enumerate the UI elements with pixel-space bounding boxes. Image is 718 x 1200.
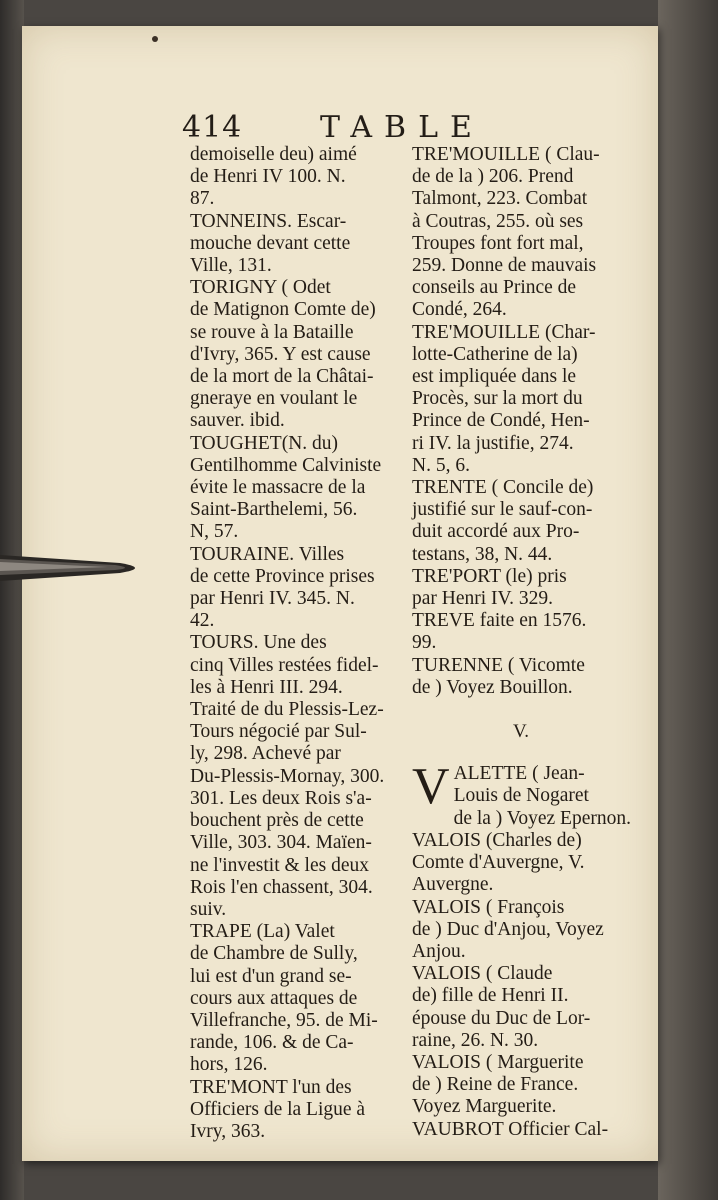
index-line: ne l'investit & les deux: [190, 854, 369, 876]
index-line: TOURS. Une des: [190, 632, 327, 654]
index-line: d'Ivry, 365. Y est cause: [190, 343, 371, 365]
index-line: Talmont, 223. Combat: [412, 188, 588, 210]
index-line: TRE'MOUILLE ( Clau-: [412, 144, 600, 165]
index-line: ri IV. la justifie, 274.: [412, 432, 574, 454]
index-line: raine, 26. N. 30.: [412, 1029, 539, 1051]
index-line: TRE'MOUILLE (Char-: [412, 321, 596, 343]
index-line: cinq Villes restées fidel-: [190, 654, 379, 676]
index-line: conseils au Prince de: [412, 277, 577, 299]
index-line: bouchent près de cette: [190, 810, 364, 832]
index-line: TOUGHET(N. du): [190, 432, 339, 454]
index-line: de ) Voyez Bouillon.: [412, 676, 573, 698]
index-line: TREVE faite en 1576.: [412, 610, 587, 632]
index-line: Condé, 264.: [412, 299, 507, 321]
index-line: Anjou.: [412, 940, 466, 962]
index-line: Officiers de la Ligue à: [190, 1098, 366, 1120]
index-line: Ville, 303. 304. Maïen-: [190, 832, 372, 854]
index-line: Voyez Marguerite.: [412, 1096, 557, 1118]
index-line: Louis de Nogaret: [453, 785, 589, 807]
page-number: 414: [182, 110, 243, 145]
page-title: TABLE: [320, 110, 484, 145]
index-line: hors, 126.: [190, 1054, 268, 1076]
index-line: ly, 298. Achevé par: [190, 743, 341, 765]
index-line: N. 5, 6.: [412, 454, 470, 476]
index-line: à Coutras, 255. où ses: [412, 210, 584, 232]
index-line: Troupes font fort mal,: [412, 232, 584, 254]
index-line: évite le massacre de la: [190, 477, 366, 499]
index-line: Du-Plessis-Mornay, 300.: [190, 765, 385, 787]
section-letter-heading: V.: [512, 721, 530, 743]
index-line: lui est d'un grand se-: [190, 965, 352, 987]
index-line: TOURAINE. Villes: [190, 543, 345, 565]
index-line: est impliquée dans le: [412, 366, 577, 388]
index-line: Traité de du Plessis-Lez-: [190, 699, 384, 721]
index-line: TRE'PORT (le) pris: [412, 565, 567, 587]
index-line: Villefranche, 95. de Mi-: [190, 1009, 378, 1031]
index-line: VAUBROT Officier Cal-: [412, 1118, 609, 1140]
index-line: Tours négocié par Sul-: [190, 721, 367, 743]
index-line: Auvergne.: [412, 874, 494, 896]
index-line: Prince de Condé, Hen-: [412, 410, 590, 432]
index-line: de la mort de la Châtai-: [190, 366, 374, 388]
index-line: ALETTE ( Jean-: [453, 763, 585, 785]
index-line: suiv.: [190, 898, 227, 920]
index-line: cours aux attaques de: [190, 987, 358, 1009]
right-column-entries-t: [412, 144, 630, 699]
index-line: Comte d'Auvergne, V.: [412, 852, 585, 874]
index-line: gneraye en voulant le: [190, 388, 358, 410]
index-line: 301. Les deux Rois s'a-: [190, 787, 372, 809]
book-cover-edge: [0, 0, 24, 1200]
index-line: sauver. ibid.: [190, 410, 285, 432]
index-line: de la ) Voyez Epernon.: [453, 807, 631, 829]
index-line: les à Henri III. 294.: [190, 676, 343, 698]
index-line: de ) Reine de France.: [412, 1074, 579, 1096]
index-line: de Henri IV 100. N.: [190, 166, 346, 188]
right-column: [412, 144, 630, 1141]
index-line: 42.: [190, 610, 215, 632]
index-line: Ivry, 363.: [190, 1120, 266, 1142]
index-line: de de la ) 206. Prend: [412, 166, 574, 188]
index-line: par Henri IV. 345. N.: [190, 588, 355, 610]
index-line: N, 57.: [190, 521, 239, 543]
left-column: [190, 144, 402, 1143]
index-line: Procès, sur la mort du: [412, 388, 583, 410]
index-line: de ) Duc d'Anjou, Voyez: [412, 918, 604, 940]
index-line: TRE'MONT l'un des: [190, 1076, 352, 1098]
index-line: TONNEINS. Escar-: [190, 210, 347, 232]
index-line: justifié sur le sauf-con-: [412, 499, 593, 521]
index-line: de) fille de Henri II.: [412, 985, 569, 1007]
index-line: testans, 38, N. 44.: [412, 543, 553, 565]
index-line: se rouve à la Bataille: [190, 321, 354, 343]
index-line: TRENTE ( Concile de): [412, 477, 594, 499]
index-line: de cette Province prises: [190, 565, 375, 587]
index-line: épouse du Duc de Lor-: [412, 1007, 591, 1029]
index-line: VALOIS ( Marguerite: [412, 1051, 584, 1073]
index-line: demoiselle deu) aimé: [190, 144, 357, 165]
index-line: 99.: [412, 632, 437, 654]
index-line: mouche devant cette: [190, 232, 351, 254]
index-line: VALOIS ( Claude: [412, 963, 553, 985]
index-line: rande, 106. & de Ca-: [190, 1032, 354, 1054]
index-line: Rois l'en chassent, 304.: [190, 876, 373, 898]
index-line: TORIGNY ( Odet: [190, 277, 331, 299]
index-line: par Henri IV. 329.: [412, 588, 553, 610]
index-line: de Matignon Comte de): [190, 299, 376, 321]
index-line: VALOIS (Charles de): [412, 829, 582, 851]
index-line: TRAPE (La) Valet: [190, 921, 335, 943]
bookmark-clip-icon: [0, 549, 150, 587]
book-spine-edge: [658, 0, 718, 1200]
index-line: de Chambre de Sully,: [190, 943, 358, 965]
right-column-entries-v: [412, 758, 631, 1140]
index-line: duit accordé aux Pro-: [412, 521, 580, 543]
index-line: lotte-Catherine de la): [412, 343, 578, 365]
index-line: Ville, 131.: [190, 255, 272, 277]
ink-spot: [152, 36, 158, 42]
index-line: Gentilhomme Calviniste: [190, 454, 382, 476]
index-line: TURENNE ( Vicomte: [412, 654, 585, 676]
index-line: 87.: [190, 188, 215, 210]
index-line: 259. Donne de mauvais: [412, 255, 597, 277]
drop-cap: V: [412, 758, 450, 816]
index-line: VALOIS ( François: [412, 896, 565, 918]
index-line: Saint-Barthelemi, 56.: [190, 499, 358, 521]
